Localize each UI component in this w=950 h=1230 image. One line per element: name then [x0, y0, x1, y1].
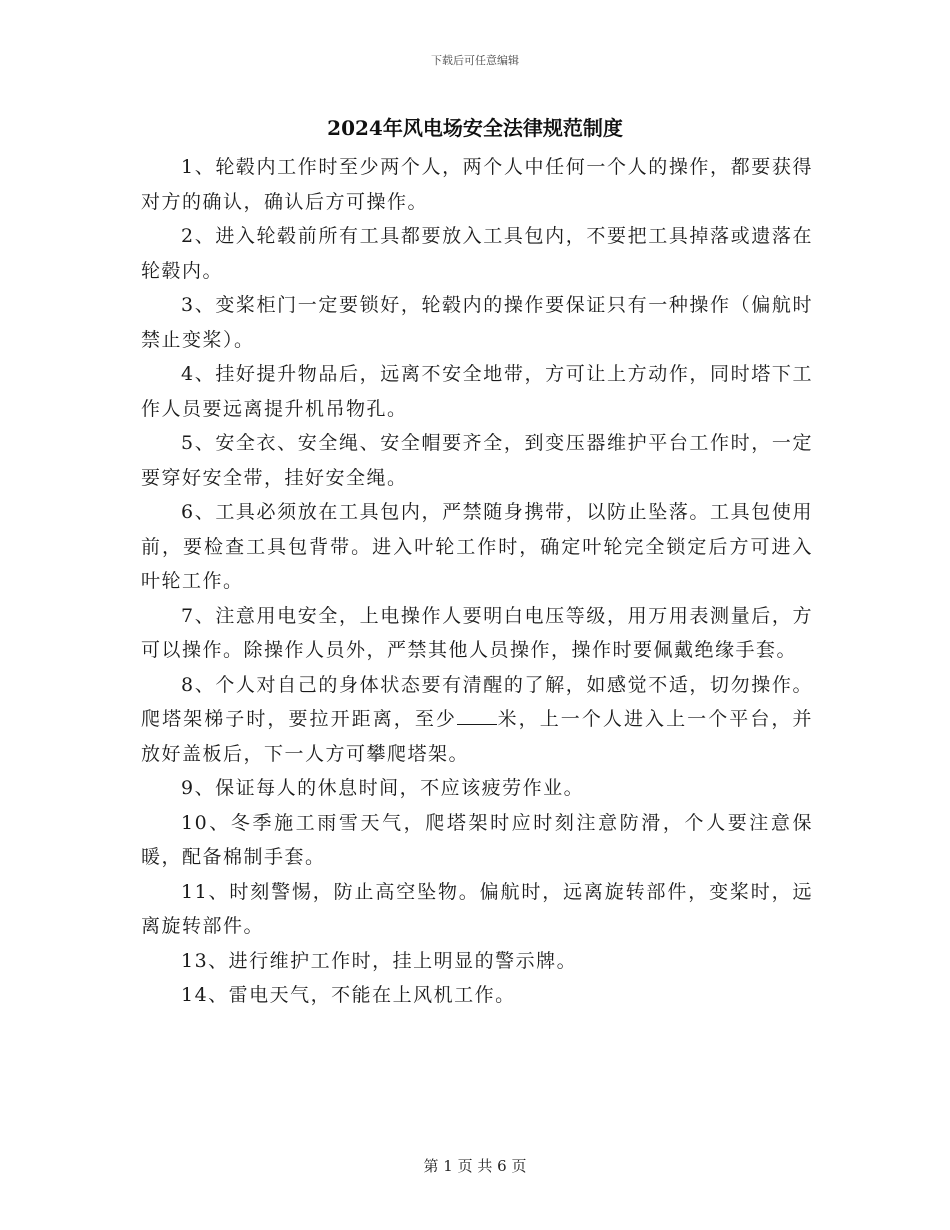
paragraph-8-after-blank: 米，上一个人进入上一个平台，并放好盖板后，下一人方可攀爬塔架。: [141, 708, 813, 765]
paragraph-1: 1、轮毂内工作时至少两个人，两个人中任何一个人的操作，都要获得对方的确认，确认后方可操作。: [141, 156, 813, 213]
paragraph-10: 10、冬季施工雨雪天气，爬塔架时应时刻注意防滑，个人要注意保暖，配备棉制手套。: [141, 811, 813, 868]
paragraph-8: [141, 668, 813, 772]
paragraph-2: 2、进入轮毂前所有工具都要放入工具包内，不要把工具掉落或遗落在轮毂内。: [141, 225, 813, 282]
paragraph-5: 5、安全衣、安全绳、安全帽要齐全，到变压器维护平台工作时，一定要穿好安全带，挂好安全绳。: [141, 432, 813, 489]
paragraph-8-before-blank: 8、个人对自己的身体状态要有清醒的了解，如感觉不适，切勿操作。爬塔架梯子时，要拉开距离，至少: [141, 673, 813, 730]
page-number: 第 1 页 共 6 页: [423, 1157, 527, 1175]
page-header-note: 下载后可任意编辑: [431, 54, 519, 67]
paragraph-4: 4、挂好提升物品后，远离不安全地带，方可让上方动作，同时塔下工作人员要远离提升机吊物孔。: [141, 363, 813, 420]
paragraph-9: 9、保证每人的休息时间，不应该疲劳作业。: [181, 777, 585, 799]
paragraph-6: 6、工具必须放在工具包内，严禁随身携带，以防止坠落。工具包使用前，要检查工具包背带。进入叶轮工作时，确定叶轮完全锁定后方可进入叶轮工作。: [141, 501, 813, 592]
paragraph-7: 7、注意用电安全，上电操作人要明白电压等级，用万用表测量后，方可以操作。除操作人员外，严禁其他人员操作，操作时要佩戴绝缘手套。: [141, 604, 813, 661]
paragraph-3: 3、变桨柜门一定要锁好，轮毂内的操作要保证只有一种操作（偏航时禁止变桨）。: [141, 294, 813, 351]
paragraph-11: 11、时刻警惕，防止高空坠物。偏航时，远离旋转部件，变桨时，远离旋转部件。: [141, 880, 813, 937]
fill-in-blank: [457, 706, 497, 725]
paragraph-14: 14、雷电天气，不能在上风机工作。: [181, 984, 516, 1006]
document-body: [141, 150, 813, 1013]
document-title: 2024年风电场安全法律规范制度: [327, 116, 623, 140]
paragraph-13: 13、进行维护工作时，挂上明显的警示牌。: [181, 949, 578, 972]
